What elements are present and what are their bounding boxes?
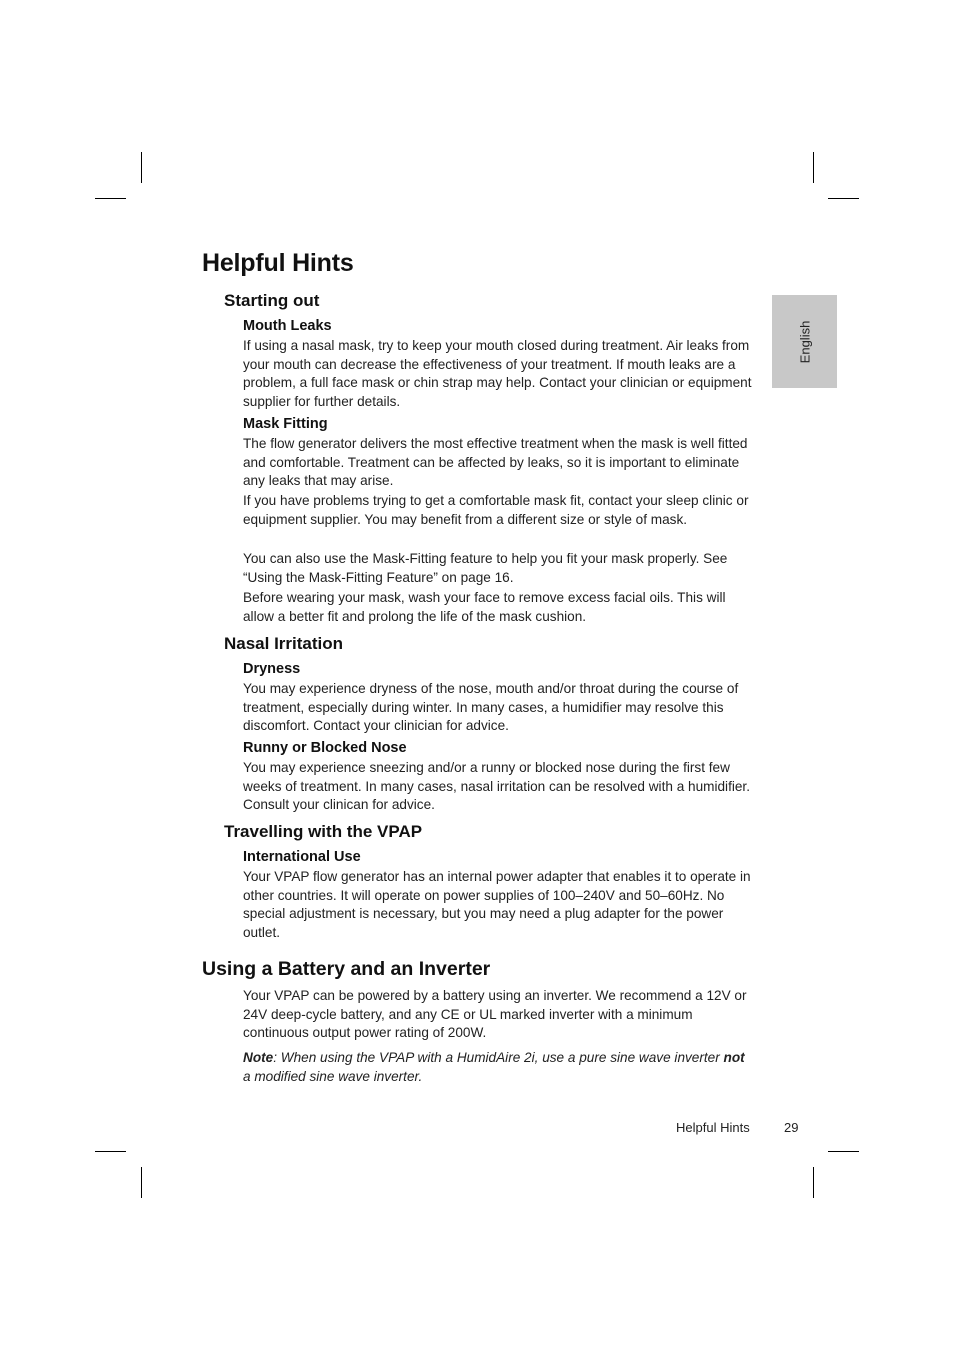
note-text-1: : When using the VPAP with a HumidAire 2i, use a pure sine wave inverter <box>273 1050 724 1065</box>
subheading-international-use: International Use <box>243 849 361 865</box>
crop-mark <box>141 152 142 183</box>
paragraph-mask-fitting-4: Before wearing your mask, wash your face to remove excess facial oils. This will allow a better fit and prolong the life of the mask cushion. <box>243 590 726 624</box>
paragraph-mask-fitting-3: You can also use the Mask-Fitting feature to help you fit your mask properly. See “Using the Mask-Fitting Feature” on page 16. <box>243 551 728 585</box>
section-heading-battery: Using a Battery and an Inverter <box>202 958 491 980</box>
language-tab-label: English <box>797 320 812 363</box>
note-battery <box>243 1049 753 1086</box>
subheading-runny-nose: Runny or Blocked Nose <box>243 740 407 756</box>
page-title: Helpful Hints <box>202 249 354 277</box>
section-heading-starting-out: Starting out <box>224 291 320 310</box>
crop-mark <box>828 1151 859 1152</box>
subheading-mouth-leaks: Mouth Leaks <box>243 318 332 334</box>
note-emphasis: not <box>723 1050 745 1065</box>
note-label: Note <box>243 1050 274 1065</box>
subheading-dryness: Dryness <box>243 661 301 677</box>
footer-section-title: Helpful Hints <box>676 1120 750 1135</box>
paragraph-battery: Your VPAP can be powered by a battery using an inverter. We recommend a 12V or 24V deep-cycle battery, and any CE or UL marked inverter with a minimum continuous output power rating of 200W. <box>243 988 747 1041</box>
crop-mark <box>95 1151 126 1152</box>
crop-mark <box>828 198 859 199</box>
crop-mark <box>813 1167 814 1198</box>
crop-mark <box>95 198 126 199</box>
language-tab <box>772 295 837 388</box>
paragraph-international-use: Your VPAP flow generator has an internal power adapter that enables it to operate in other countries. It will operate on power supplies of 100–240V and 50–60Hz. No special adjustment is necessary, but you may need a plug adapter for the power outlet. <box>243 869 751 940</box>
paragraph-dryness: You may experience dryness of the nose, mouth and/or throat during the course of treatment, especially during winter. In many cases, a humidifier may resolve this discomfort. Contact your clinician for advice. <box>243 681 739 734</box>
paragraph-mask-fitting-1: The flow generator delivers the most effective treatment when the mask is well fitted and comfortable. Treatment can be affected by leaks, so it is important to eliminate any leaks that may arise. <box>243 436 748 489</box>
paragraph-mask-fitting-2: If you have problems trying to get a comfortable mask fit, contact your sleep clinic or equipment supplier. You may benefit from a different size or style of mask. <box>243 493 749 527</box>
crop-mark <box>813 152 814 183</box>
paragraph-runny-nose: You may experience sneezing and/or a runny or blocked nose during the first few weeks of treatment. In many cases, nasal irritation can be resolved with a humidifier. Consult your clinican for advice. <box>243 760 750 813</box>
paragraph-mouth-leaks: If using a nasal mask, try to keep your mouth closed during treatment. Air leaks from your mouth can decrease the effectiveness of your treatment. If mouth leaks are a problem, a full face mask or chin strap may help. Contact your clinician or equipment supplier for further details. <box>243 338 752 409</box>
footer-page-number: 29 <box>784 1120 799 1135</box>
crop-mark <box>141 1167 142 1198</box>
section-heading-travelling: Travelling with the VPAP <box>224 822 423 841</box>
note-text-2: a modified sine wave inverter. <box>243 1068 423 1084</box>
subheading-mask-fitting: Mask Fitting <box>243 416 328 432</box>
section-heading-nasal-irritation: Nasal Irritation <box>224 634 344 653</box>
